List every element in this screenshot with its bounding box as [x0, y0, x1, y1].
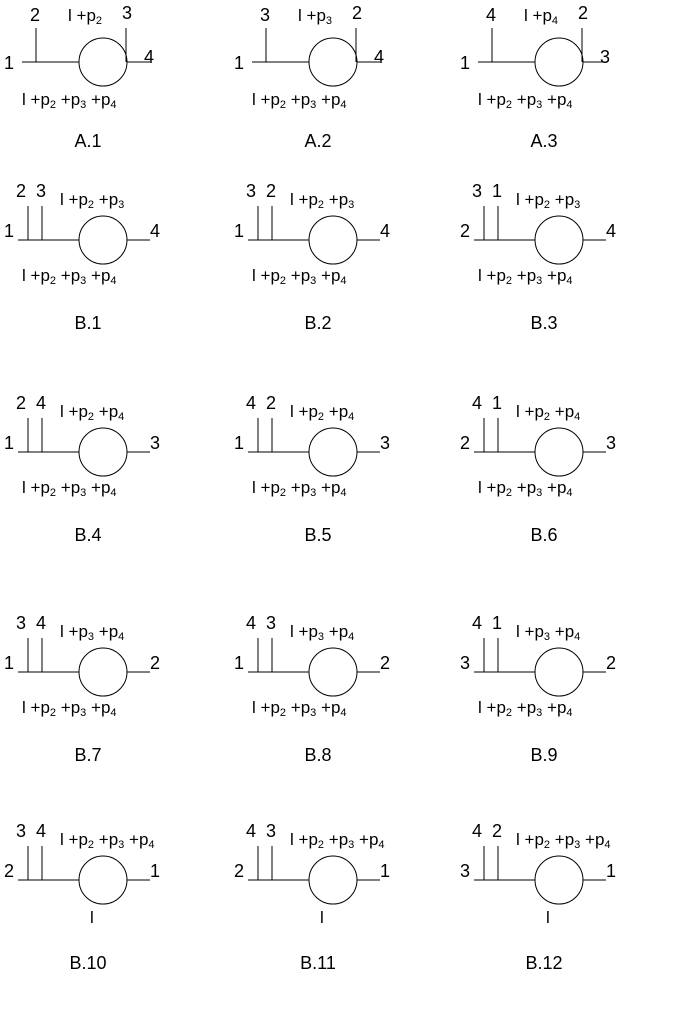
momentum-term: l — [22, 90, 26, 109]
diagram-caption: B.9 — [530, 745, 558, 765]
momentum-term: $p_3$ — [564, 830, 581, 851]
momentum-term: $p_3$ — [526, 90, 543, 111]
momentum-term: $p_2$ — [534, 402, 551, 423]
left-leg-label: 1 — [4, 433, 15, 453]
attached-leg-label-2: 2 — [266, 181, 277, 201]
momentum-term: l — [290, 402, 294, 421]
momentum-term: l — [516, 402, 520, 421]
momentum-term: l — [290, 622, 294, 641]
momentum-term: l — [290, 830, 294, 849]
diagram-caption: B.10 — [69, 953, 107, 973]
momentum-term: l — [60, 402, 64, 421]
attached-leg-label: 2 — [30, 5, 41, 25]
bottom-momentum-label: $l +p_2 +p_3 +p_4$ — [252, 266, 347, 287]
diagram-caption: B.12 — [525, 953, 563, 973]
attached-leg-label-1: 4 — [246, 821, 257, 841]
diagram-b-7 — [0, 610, 226, 820]
attached-leg-label-1: 2 — [16, 181, 27, 201]
attached-leg-label-2: 2 — [492, 821, 503, 841]
diagram-caption: A.2 — [304, 131, 332, 151]
momentum-term: $p_4$ — [100, 478, 117, 499]
momentum-term: $p_4$ — [138, 830, 155, 851]
top-momentum-label: $l +p_4$ — [524, 6, 559, 27]
loop-circle — [309, 648, 357, 696]
momentum-term: l — [516, 190, 520, 209]
right-leg-label: 3 — [600, 47, 611, 67]
momentum-term: l — [252, 478, 256, 497]
diagram-b-4 — [0, 390, 226, 600]
attached-leg-label-2: 4 — [36, 393, 47, 413]
diagram-b-3 — [456, 178, 678, 388]
loop-circle — [309, 856, 357, 904]
momentum-term: l — [60, 830, 64, 849]
right-leg-label: 3 — [150, 433, 161, 453]
momentum-term: $p_4$ — [330, 698, 347, 719]
momentum-term: $p_4$ — [330, 266, 347, 287]
left-leg-label: 3 — [460, 653, 471, 673]
loop-circle — [309, 428, 357, 476]
diagram-b-9 — [456, 610, 678, 820]
diagram-b-11 — [230, 818, 456, 1028]
attached-leg-label-2: 3 — [36, 181, 47, 201]
momentum-term: $p_2$ — [40, 90, 57, 111]
momentum-term: $p_4$ — [542, 6, 559, 27]
momentum-term: l — [478, 266, 482, 285]
momentum-term: $p_4$ — [108, 402, 125, 423]
momentum-term: l — [22, 266, 26, 285]
momentum-term: l — [68, 6, 72, 25]
bottom-momentum-label: $l +p_2 +p_3 +p_4$ — [22, 698, 117, 719]
attached-leg-label-2: 2 — [266, 393, 277, 413]
diagram-b-1 — [0, 178, 226, 388]
loop-circle — [79, 648, 127, 696]
momentum-term: l — [524, 6, 528, 25]
momentum-term: l — [60, 190, 64, 209]
bottom-momentum-label: $l +p_2 +p_3 +p_4$ — [478, 478, 573, 499]
momentum-term: $p_2$ — [86, 6, 103, 27]
diagram-caption: A.1 — [74, 131, 102, 151]
momentum-term: $p_3$ — [526, 478, 543, 499]
top-momentum-label: $l +p_2 +p_3$ — [60, 190, 125, 211]
attached-leg-label: 4 — [486, 5, 497, 25]
momentum-term: $p_3$ — [526, 266, 543, 287]
momentum-term: $p_3$ — [70, 478, 87, 499]
momentum-term: $p_3$ — [108, 830, 125, 851]
attached-leg-label: 3 — [260, 5, 271, 25]
bottom-momentum-label: $l +p_2 +p_3 +p_4$ — [22, 266, 117, 287]
top-momentum-label: $l +p_2 +p_3 +p_4$ — [60, 830, 155, 851]
momentum-term: l — [22, 478, 26, 497]
top-momentum-label: $l +p_3 +p_4$ — [290, 622, 355, 643]
right-leg-label: 4 — [606, 221, 617, 241]
diagram-b-2 — [230, 178, 456, 388]
left-leg-label: 2 — [460, 221, 471, 241]
momentum-term: l — [516, 830, 520, 849]
bottom-momentum-label — [90, 908, 94, 928]
attached-leg-label-1: 3 — [16, 821, 27, 841]
top-momentum-label: $l +p_3 +p_4$ — [516, 622, 581, 643]
momentum-term: $p_2$ — [534, 190, 551, 211]
momentum-term: $p_4$ — [556, 698, 573, 719]
momentum-term: $p_3$ — [70, 698, 87, 719]
top-momentum-label: $l +p_2 +p_4$ — [516, 402, 581, 423]
right-leg-label: 1 — [380, 861, 391, 881]
attached-leg-label-2: 1 — [492, 393, 503, 413]
momentum-term: $p_2$ — [496, 478, 513, 499]
right-leg-label: 4 — [380, 221, 391, 241]
momentum-term: $p_3$ — [308, 622, 325, 643]
loop-circle — [309, 38, 357, 86]
attached-leg-label-1: 2 — [16, 393, 27, 413]
momentum-term: $p_3$ — [564, 190, 581, 211]
momentum-term: l — [90, 908, 94, 927]
top-momentum-label: $l +p_2 +p_4$ — [290, 402, 355, 423]
diagram-caption: B.11 — [300, 953, 336, 973]
right-leg-label: 2 — [606, 653, 617, 673]
momentum-term: $p_4$ — [100, 90, 117, 111]
top-momentum-label: $l +p_2 +p_3 +p_4$ — [290, 830, 385, 851]
top-momentum-label: $l +p_2 +p_3 +p_4$ — [516, 830, 611, 851]
attached-leg-label-2: 4 — [36, 821, 47, 841]
attached-leg-label-1: 3 — [246, 181, 257, 201]
momentum-term: $p_4$ — [564, 622, 581, 643]
right-attached-leg-label: 2 — [352, 3, 363, 23]
attached-leg-label-2: 3 — [266, 821, 277, 841]
momentum-term: l — [298, 6, 302, 25]
attached-leg-label-1: 3 — [472, 181, 483, 201]
momentum-term: $p_4$ — [330, 90, 347, 111]
momentum-term: $p_4$ — [594, 830, 611, 851]
momentum-term: $p_3$ — [338, 830, 355, 851]
diagram-b-12 — [456, 818, 678, 1028]
momentum-term: $p_3$ — [70, 266, 87, 287]
right-attached-leg-label: 3 — [122, 3, 133, 23]
momentum-term: $p_2$ — [270, 698, 287, 719]
top-momentum-label: $l +p_2 +p_3$ — [290, 190, 355, 211]
momentum-term: $p_4$ — [330, 478, 347, 499]
momentum-term: l — [320, 908, 324, 927]
right-leg-label: 3 — [606, 433, 617, 453]
momentum-term: $p_4$ — [556, 266, 573, 287]
momentum-term: $p_2$ — [270, 478, 287, 499]
momentum-term: $p_2$ — [78, 190, 95, 211]
right-leg-label: 2 — [150, 653, 161, 673]
momentum-term: $p_3$ — [316, 6, 333, 27]
bottom-momentum-label: $l +p_2 +p_3 +p_4$ — [22, 90, 117, 111]
momentum-term: $p_3$ — [300, 266, 317, 287]
right-leg-label: 4 — [374, 47, 385, 67]
bottom-momentum-label: $l +p_2 +p_3 +p_4$ — [478, 266, 573, 287]
loop-circle — [535, 216, 583, 264]
momentum-term: l — [478, 90, 482, 109]
left-leg-label: 1 — [4, 221, 15, 241]
right-leg-label: 1 — [606, 861, 617, 881]
momentum-term: $p_4$ — [338, 622, 355, 643]
momentum-term: $p_2$ — [308, 402, 325, 423]
bottom-momentum-label — [320, 908, 324, 928]
right-attached-leg-label: 2 — [578, 3, 589, 23]
left-leg-label: 2 — [234, 861, 245, 881]
left-leg-label: 1 — [4, 53, 15, 73]
attached-leg-label-1: 4 — [246, 613, 257, 633]
diagram-caption: A.3 — [530, 131, 558, 151]
momentum-term: $p_4$ — [368, 830, 385, 851]
diagram-caption: B.3 — [530, 313, 558, 333]
momentum-term: $p_2$ — [308, 190, 325, 211]
momentum-term: l — [22, 698, 26, 717]
momentum-term: $p_2$ — [534, 830, 551, 851]
bottom-momentum-label: $l +p_2 +p_3 +p_4$ — [478, 698, 573, 719]
momentum-term: $p_4$ — [338, 402, 355, 423]
momentum-term: l — [252, 90, 256, 109]
momentum-term: $p_3$ — [108, 190, 125, 211]
momentum-term: l — [516, 622, 520, 641]
momentum-term: l — [252, 698, 256, 717]
diagram-caption: B.1 — [74, 313, 102, 333]
momentum-term: l — [290, 190, 294, 209]
momentum-term: $p_3$ — [300, 478, 317, 499]
diagram-b-6 — [456, 390, 678, 600]
momentum-term: $p_2$ — [496, 266, 513, 287]
attached-leg-label-2: 1 — [492, 181, 503, 201]
momentum-term: l — [60, 622, 64, 641]
loop-circle — [535, 856, 583, 904]
momentum-term: $p_2$ — [496, 90, 513, 111]
left-leg-label: 1 — [460, 53, 471, 73]
top-momentum-label: $l +p_2 +p_3$ — [516, 190, 581, 211]
left-leg-label: 1 — [234, 221, 245, 241]
diagram-caption: B.5 — [304, 525, 332, 545]
loop-circle — [535, 428, 583, 476]
momentum-term: $p_4$ — [100, 698, 117, 719]
attached-leg-label-2: 4 — [36, 613, 47, 633]
momentum-term: $p_2$ — [496, 698, 513, 719]
attached-leg-label-1: 4 — [472, 821, 483, 841]
bottom-momentum-label: $l +p_2 +p_3 +p_4$ — [478, 90, 573, 111]
momentum-term: l — [478, 698, 482, 717]
loop-circle — [79, 38, 127, 86]
left-leg-label: 2 — [460, 433, 471, 453]
left-leg-label: 2 — [4, 861, 15, 881]
left-leg-label: 1 — [234, 53, 245, 73]
momentum-term: l — [546, 908, 550, 927]
bottom-momentum-label — [546, 908, 550, 928]
loop-circle — [79, 216, 127, 264]
diagram-caption: B.6 — [530, 525, 558, 545]
momentum-term: $p_2$ — [40, 478, 57, 499]
momentum-term: $p_2$ — [270, 90, 287, 111]
loop-circle — [535, 38, 583, 86]
momentum-term: $p_3$ — [338, 190, 355, 211]
loop-circle — [79, 856, 127, 904]
attached-leg-label-2: 3 — [266, 613, 277, 633]
momentum-term: $p_2$ — [270, 266, 287, 287]
right-leg-label: 3 — [380, 433, 391, 453]
loop-circle — [309, 216, 357, 264]
momentum-term: $p_3$ — [300, 90, 317, 111]
right-leg-label: 4 — [144, 47, 155, 67]
bottom-momentum-label: $l +p_2 +p_3 +p_4$ — [252, 90, 347, 111]
loop-circle — [79, 428, 127, 476]
momentum-term: $p_2$ — [78, 402, 95, 423]
momentum-term: $p_4$ — [564, 402, 581, 423]
momentum-term: l — [478, 478, 482, 497]
momentum-term: $p_2$ — [40, 266, 57, 287]
attached-leg-label-1: 4 — [246, 393, 257, 413]
top-momentum-label: $l +p_2 +p_4$ — [60, 402, 125, 423]
diagram-caption: B.7 — [74, 745, 102, 765]
diagram-caption: B.8 — [304, 745, 332, 765]
right-leg-label: 4 — [150, 221, 161, 241]
momentum-term: $p_4$ — [100, 266, 117, 287]
momentum-term: $p_2$ — [40, 698, 57, 719]
loop-circle — [535, 648, 583, 696]
momentum-term: $p_3$ — [534, 622, 551, 643]
bottom-momentum-label: $l +p_2 +p_3 +p_4$ — [22, 478, 117, 499]
diagram-b-5 — [230, 390, 456, 600]
top-momentum-label: $l +p_3$ — [298, 6, 333, 27]
right-leg-label: 2 — [380, 653, 391, 673]
momentum-term: $p_3$ — [78, 622, 95, 643]
momentum-term: $p_2$ — [78, 830, 95, 851]
momentum-term: $p_3$ — [300, 698, 317, 719]
right-leg-label: 1 — [150, 861, 161, 881]
momentum-term: l — [252, 266, 256, 285]
left-leg-label: 1 — [234, 653, 245, 673]
attached-leg-label-1: 4 — [472, 393, 483, 413]
left-leg-label: 1 — [4, 653, 15, 673]
diagram-caption: B.4 — [74, 525, 102, 545]
momentum-term: $p_4$ — [108, 622, 125, 643]
momentum-term: $p_4$ — [556, 90, 573, 111]
momentum-term: $p_2$ — [308, 830, 325, 851]
momentum-term: $p_3$ — [526, 698, 543, 719]
bottom-momentum-label: $l +p_2 +p_3 +p_4$ — [252, 478, 347, 499]
attached-leg-label-1: 3 — [16, 613, 27, 633]
diagram-b-10 — [0, 818, 226, 1028]
left-leg-label: 1 — [234, 433, 245, 453]
top-momentum-label: $l +p_2$ — [68, 6, 103, 27]
momentum-term: $p_4$ — [556, 478, 573, 499]
bottom-momentum-label: $l +p_2 +p_3 +p_4$ — [252, 698, 347, 719]
attached-leg-label-2: 1 — [492, 613, 503, 633]
top-momentum-label: $l +p_3 +p_4$ — [60, 622, 125, 643]
diagram-b-8 — [230, 610, 456, 820]
momentum-term: $p_3$ — [70, 90, 87, 111]
attached-leg-label-1: 4 — [472, 613, 483, 633]
left-leg-label: 3 — [460, 861, 471, 881]
diagram-caption: B.2 — [304, 313, 332, 333]
